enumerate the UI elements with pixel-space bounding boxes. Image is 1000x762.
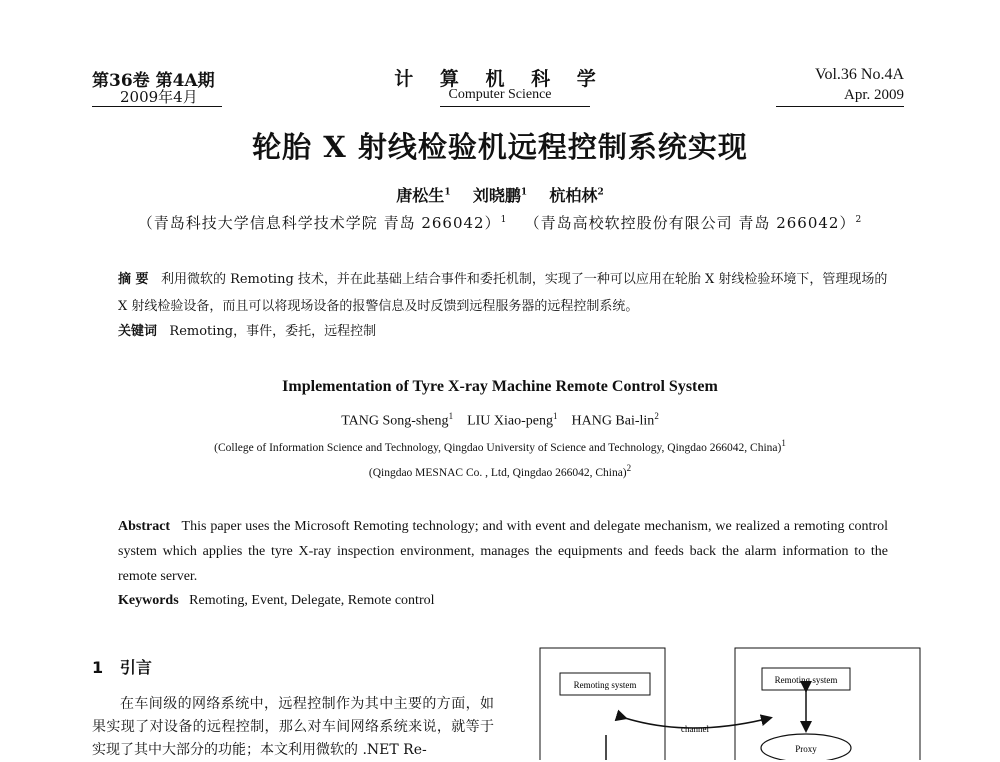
right-remoting-label: Remoting system [774, 675, 838, 685]
affiliation-2-en [0, 463, 1000, 479]
abstract-cn [118, 266, 890, 320]
affiliation-2-cn: （青岛高校软控股份有限公司 青岛 266042） [524, 214, 856, 232]
authors-cn [0, 183, 1000, 206]
affiliation-2-en-mark: 2 [626, 463, 632, 473]
author-3-affil: 2 [597, 187, 604, 198]
affiliation-1-en-mark: 1 [781, 438, 786, 448]
author-1: 唐松生 [396, 186, 445, 205]
author-2-en: LIU Xiao-peng [467, 413, 553, 429]
paper-title-cn: 轮胎 X 射线检验机远程控制系统实现 [252, 130, 748, 164]
affiliation-1-mark: 1 [500, 215, 508, 225]
author-1-en: TANG Song-sheng [341, 413, 449, 429]
abstract-en-label: Abstract [118, 519, 171, 534]
journal-name-cn: 计 算 机 科 学 [394, 68, 606, 90]
journal-volume-en: Vol.36 No.4A [814, 66, 904, 83]
journal-name-en: Computer Science [448, 87, 552, 102]
author-1-en-affil: 1 [448, 411, 454, 421]
journal-date-en: Apr. 2009 [844, 87, 904, 103]
abstract-en [118, 514, 888, 589]
channel-label: channel [681, 724, 709, 734]
left-remoting-label: Remoting system [573, 680, 637, 690]
keywords-cn-text: Remoting，事件，委托，远程控制 [169, 324, 377, 339]
section-title: 引言 [119, 658, 152, 677]
author-2-en-affil: 1 [552, 411, 558, 421]
remoting-diagram [530, 640, 930, 760]
header-rule-left [92, 106, 222, 107]
author-3-en-affil: 2 [654, 411, 659, 421]
abstract-en-text: This paper uses the Microsoft Remoting technology; and with event and delegate mechanism, we realized a remoting control system which applies the tyre X-ray inspection environment, manages the equipments and feeds back the alarm information to the remote server. [118, 519, 889, 584]
author-3: 杭柏林 [549, 186, 598, 205]
header-rule-right [776, 106, 904, 107]
keywords-cn-label: 关键词 [118, 324, 158, 339]
abstract-cn-label: 摘 要 [118, 272, 149, 287]
affiliation-2-mark: 2 [855, 215, 863, 225]
author-2: 刘晓鹏 [472, 186, 521, 205]
section-body: 在车间级的网络系统中，远程控制作为其中主要的方面，如果实现了对设备的远程控制，那么对车间网络系统来说，就等于实现了其中大部分的功能；本文利用微软的 .NET Re- [92, 696, 494, 758]
author-1-affil: 1 [444, 187, 451, 198]
left-system-frame [540, 648, 665, 760]
affiliation-1-cn: （青岛科技大学信息科学技术学院 青岛 266042） [137, 214, 501, 232]
keywords-en-text: Remoting, Event, Delegate, Remote control [189, 593, 435, 608]
proxy-label: Proxy [795, 744, 817, 754]
author-3-en: HANG Bai-lin [571, 413, 655, 429]
affiliation-2-en-text: (Qingdao MESNAC Co. , Ltd, Qingdao 266042, China) [368, 466, 627, 479]
header-rule-center [440, 106, 590, 107]
affiliation-1-en-text: (College of Information Science and Technology, Qingdao University of Science and Technology, Qingdao 266042, China) [214, 441, 782, 454]
keywords-en [118, 593, 435, 609]
paper-title-en: Implementation of Tyre X-ray Machine Remote Control System [282, 378, 718, 395]
keywords-en-label: Keywords [118, 593, 179, 608]
abstract-cn-text: 利用微软的 Remoting 技术，并在此基础上结合事件和委托机制，实现了一种可以应用在轮胎 X 射线检验环境下，管理现场的 X 射线检验设备，而且可以将现场设备的报警信息及时反馈到远程服务器的远程控制系统。 [118, 272, 888, 314]
affiliations-cn [0, 212, 1000, 233]
journal-volume: 第36卷 第4A期 [92, 71, 215, 91]
section-number: 1 [92, 658, 104, 677]
keywords-cn [118, 320, 376, 339]
affiliation-1-en [0, 438, 1000, 454]
section-heading [92, 655, 152, 678]
authors-en [0, 411, 1000, 430]
journal-date-cn: 2009年4月 [120, 88, 198, 106]
author-2-affil: 1 [520, 187, 528, 198]
